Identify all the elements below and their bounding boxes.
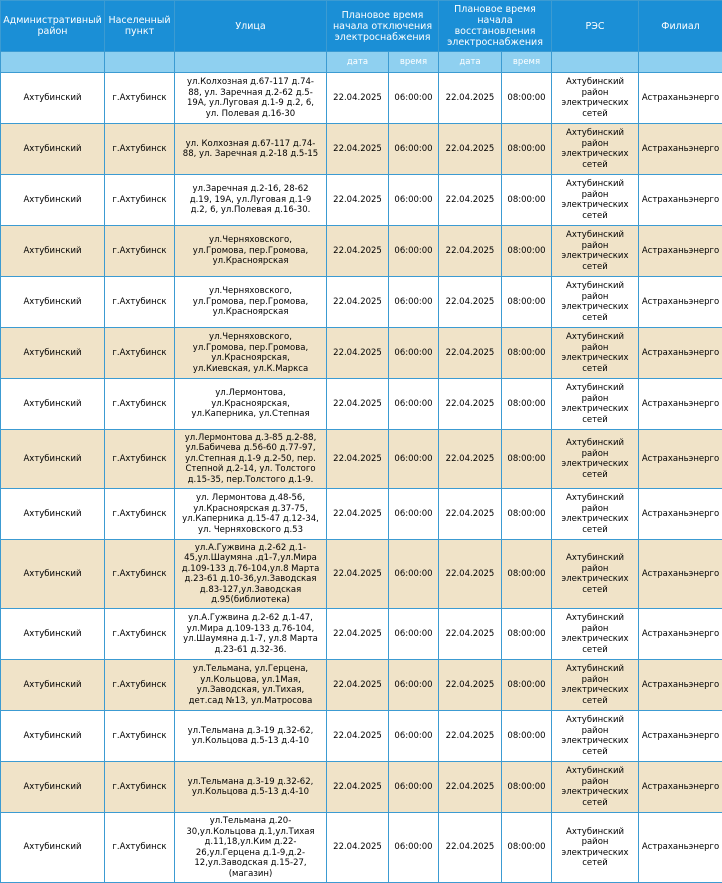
table-row (1, 277, 722, 328)
cell-off-date: 22.04.2025 (327, 277, 389, 328)
col-header-restore-time: Плановое время начала восстановления электроснабжения (439, 1, 552, 52)
subheader-on-date: дата (439, 52, 502, 73)
cell-district: Ахтубинский (1, 540, 105, 609)
cell-branch: Астраханьэнерго (639, 73, 722, 124)
cell-locality: г.Ахтубинск (105, 226, 175, 277)
cell-district: Ахтубинский (1, 711, 105, 762)
cell-res: Ахтубинский район электрических сетей (552, 328, 639, 379)
cell-off-date: 22.04.2025 (327, 609, 389, 660)
col-header-district: Административный район (1, 1, 105, 52)
table-row (1, 762, 722, 813)
cell-street: ул. Лермонтова д.48-56, ул.Красноярская д.37-75, ул.Каперника д.15-47 д.12-34, ул. Черняховского д.53 (175, 489, 327, 540)
cell-locality: г.Ахтубинск (105, 379, 175, 430)
cell-locality: г.Ахтубинск (105, 124, 175, 175)
cell-res: Ахтубинский район электрических сетей (552, 124, 639, 175)
cell-on-time: 08:00:00 (502, 762, 552, 813)
cell-on-date: 22.04.2025 (439, 660, 502, 711)
cell-locality: г.Ахтубинск (105, 660, 175, 711)
table-row (1, 430, 722, 489)
cell-district: Ахтубинский (1, 328, 105, 379)
cell-off-date: 22.04.2025 (327, 762, 389, 813)
cell-street: ул.Тельмана д.3-19 д.32-62, ул.Кольцова д.5-13 д.4-10 (175, 711, 327, 762)
table-row (1, 540, 722, 609)
cell-off-date: 22.04.2025 (327, 379, 389, 430)
cell-district: Ахтубинский (1, 277, 105, 328)
cell-on-date: 22.04.2025 (439, 73, 502, 124)
subheader-empty (1, 52, 105, 73)
cell-off-date: 22.04.2025 (327, 540, 389, 609)
table-row (1, 73, 722, 124)
cell-locality: г.Ахтубинск (105, 175, 175, 226)
cell-off-date: 22.04.2025 (327, 226, 389, 277)
table-header-row (1, 1, 722, 52)
cell-off-date: 22.04.2025 (327, 430, 389, 489)
cell-street: ул. Колхозная д.67-117 д.74-88, ул. Заречная д.2-18 д.5-15 (175, 124, 327, 175)
cell-branch: Астраханьэнерго (639, 609, 722, 660)
cell-off-time: 06:00:00 (389, 489, 439, 540)
cell-off-time: 06:00:00 (389, 609, 439, 660)
cell-on-time: 08:00:00 (502, 328, 552, 379)
cell-on-time: 08:00:00 (502, 660, 552, 711)
cell-locality: г.Ахтубинск (105, 489, 175, 540)
cell-res: Ахтубинский район электрических сетей (552, 540, 639, 609)
cell-on-date: 22.04.2025 (439, 609, 502, 660)
cell-locality: г.Ахтубинск (105, 711, 175, 762)
cell-off-time: 06:00:00 (389, 660, 439, 711)
cell-district: Ахтубинский (1, 609, 105, 660)
cell-street: ул.Тельмана, ул.Герцена, ул.Кольцова, ул.1Мая, ул.Заводская, ул.Тихая, дет.сад №13, ул.Матросова (175, 660, 327, 711)
cell-on-date: 22.04.2025 (439, 540, 502, 609)
cell-branch: Астраханьэнерго (639, 226, 722, 277)
cell-off-time: 06:00:00 (389, 540, 439, 609)
cell-res: Ахтубинский район электрических сетей (552, 609, 639, 660)
cell-locality: г.Ахтубинск (105, 813, 175, 883)
cell-on-time: 08:00:00 (502, 175, 552, 226)
cell-district: Ахтубинский (1, 175, 105, 226)
cell-off-time: 06:00:00 (389, 430, 439, 489)
cell-on-date: 22.04.2025 (439, 430, 502, 489)
cell-branch: Астраханьэнерго (639, 813, 722, 883)
table-row (1, 609, 722, 660)
table-row (1, 328, 722, 379)
table-row (1, 226, 722, 277)
subheader-empty (639, 52, 722, 73)
cell-res: Ахтубинский район электрических сетей (552, 711, 639, 762)
cell-off-date: 22.04.2025 (327, 489, 389, 540)
cell-off-date: 22.04.2025 (327, 813, 389, 883)
cell-on-time: 08:00:00 (502, 379, 552, 430)
table-row (1, 660, 722, 711)
cell-off-date: 22.04.2025 (327, 175, 389, 226)
subheader-empty (175, 52, 327, 73)
table-subheader-row (1, 52, 722, 73)
cell-on-time: 08:00:00 (502, 277, 552, 328)
cell-on-date: 22.04.2025 (439, 328, 502, 379)
cell-street: ул.Колхозная д.67-117 д.74-88, ул. Заречная д.2-62 д.5-19А, ул.Луговая д.1-9 д.2, 6, ул. Полевая д.16-30 (175, 73, 327, 124)
cell-street: ул.А.Гужвина д.2-62 д.1-47, ул.Мира д.109-133 д.76-104, ул.Шаумяна д.1-7, ул.8 Марта д.23-61 д.32-36. (175, 609, 327, 660)
cell-off-time: 06:00:00 (389, 813, 439, 883)
cell-branch: Астраханьэнерго (639, 277, 722, 328)
col-header-street: Улица (175, 1, 327, 52)
subheader-empty (105, 52, 175, 73)
cell-on-date: 22.04.2025 (439, 489, 502, 540)
col-header-off-time: Плановое время начала отключения электроснабжения (327, 1, 439, 52)
cell-res: Ахтубинский район электрических сетей (552, 226, 639, 277)
cell-on-time: 08:00:00 (502, 73, 552, 124)
cell-locality: г.Ахтубинск (105, 762, 175, 813)
cell-on-date: 22.04.2025 (439, 226, 502, 277)
cell-off-time: 06:00:00 (389, 711, 439, 762)
cell-locality: г.Ахтубинск (105, 540, 175, 609)
cell-res: Ахтубинский район электрических сетей (552, 277, 639, 328)
cell-on-date: 22.04.2025 (439, 711, 502, 762)
subheader-empty (552, 52, 639, 73)
cell-on-time: 08:00:00 (502, 489, 552, 540)
cell-street: ул.Лермонтова д.3-85 д.2-88, ул.Бабичева д.56-60 д.77-97, ул.Степная д.1-9 д.2-50, пер. Степной д.2-14, ул. Толстого д.15-35, пер.Толстого д.1-9. (175, 430, 327, 489)
cell-branch: Астраханьэнерго (639, 328, 722, 379)
cell-locality: г.Ахтубинск (105, 277, 175, 328)
cell-off-date: 22.04.2025 (327, 124, 389, 175)
table-row (1, 711, 722, 762)
cell-district: Ахтубинский (1, 813, 105, 883)
cell-on-date: 22.04.2025 (439, 813, 502, 883)
cell-street: ул.Черняховского, ул.Громова, пер.Громова, ул.Красноярская, ул.Киевская, ул.К.Маркса (175, 328, 327, 379)
cell-off-time: 06:00:00 (389, 226, 439, 277)
cell-on-date: 22.04.2025 (439, 175, 502, 226)
cell-street: ул.А.Гужвина д.2-62 д.1-45,ул.Шаумяна .д1-7,ул.Мира д.109-133 д.76-104,ул.8 Марта д.23-61 д.10-36,ул.Заводская д.83-127,ул.Заводская д.95(библиотека) (175, 540, 327, 609)
cell-branch: Астраханьэнерго (639, 540, 722, 609)
cell-on-time: 08:00:00 (502, 430, 552, 489)
cell-on-date: 22.04.2025 (439, 277, 502, 328)
cell-on-time: 08:00:00 (502, 609, 552, 660)
table-row (1, 379, 722, 430)
table-row (1, 124, 722, 175)
cell-branch: Астраханьэнерго (639, 489, 722, 540)
cell-branch: Астраханьэнерго (639, 711, 722, 762)
cell-street: ул.Черняховского, ул.Громова, пер.Громова, ул.Красноярская (175, 226, 327, 277)
subheader-on-time: время (502, 52, 552, 73)
cell-branch: Астраханьэнерго (639, 175, 722, 226)
cell-res: Ахтубинский район электрических сетей (552, 813, 639, 883)
col-header-locality: Населенный пункт (105, 1, 175, 52)
table-row (1, 813, 722, 883)
cell-on-date: 22.04.2025 (439, 379, 502, 430)
table-row (1, 175, 722, 226)
cell-off-time: 06:00:00 (389, 175, 439, 226)
cell-district: Ахтубинский (1, 430, 105, 489)
cell-on-time: 08:00:00 (502, 124, 552, 175)
cell-off-time: 06:00:00 (389, 379, 439, 430)
cell-branch: Астраханьэнерго (639, 124, 722, 175)
cell-street: ул.Тельмана д.3-19 д.32-62, ул.Кольцова д.5-13 д.4-10 (175, 762, 327, 813)
col-header-branch: Филиал (639, 1, 722, 52)
cell-off-time: 06:00:00 (389, 277, 439, 328)
cell-branch: Астраханьэнерго (639, 660, 722, 711)
cell-off-date: 22.04.2025 (327, 73, 389, 124)
cell-off-time: 06:00:00 (389, 328, 439, 379)
cell-off-date: 22.04.2025 (327, 328, 389, 379)
cell-res: Ахтубинский район электрических сетей (552, 430, 639, 489)
cell-res: Ахтубинский район электрических сетей (552, 489, 639, 540)
cell-off-date: 22.04.2025 (327, 660, 389, 711)
cell-branch: Астраханьэнерго (639, 379, 722, 430)
cell-res: Ахтубинский район электрических сетей (552, 73, 639, 124)
cell-res: Ахтубинский район электрических сетей (552, 175, 639, 226)
cell-district: Ахтубинский (1, 489, 105, 540)
cell-locality: г.Ахтубинск (105, 430, 175, 489)
cell-off-date: 22.04.2025 (327, 711, 389, 762)
cell-district: Ахтубинский (1, 73, 105, 124)
cell-on-time: 08:00:00 (502, 226, 552, 277)
cell-district: Ахтубинский (1, 124, 105, 175)
col-header-res: РЭС (552, 1, 639, 52)
cell-branch: Астраханьэнерго (639, 762, 722, 813)
cell-res: Ахтубинский район электрических сетей (552, 762, 639, 813)
table-row (1, 489, 722, 540)
cell-res: Ахтубинский район электрических сетей (552, 660, 639, 711)
cell-res: Ахтубинский район электрических сетей (552, 379, 639, 430)
cell-locality: г.Ахтубинск (105, 328, 175, 379)
cell-branch: Астраханьэнерго (639, 430, 722, 489)
cell-off-time: 06:00:00 (389, 124, 439, 175)
subheader-off-date: дата (327, 52, 389, 73)
cell-off-time: 06:00:00 (389, 73, 439, 124)
cell-on-time: 08:00:00 (502, 711, 552, 762)
cell-street: ул.Тельмана д.20-30,ул.Кольцова д.1,ул.Тихая д.11,18,ул.Ким д.22-26,ул.Герцена д.1-9,д.2-12,ул.Заводская д.15-27,(магазин) (175, 813, 327, 883)
cell-street: ул.Заречная д.2-16, 28-62 д.19, 19А, ул.Луговая д.1-9 д.2, 6, ул.Полевая д.16-30. (175, 175, 327, 226)
cell-on-date: 22.04.2025 (439, 762, 502, 813)
cell-street: ул.Лермонтова, ул.Красноярская, ул.Каперника, ул.Степная (175, 379, 327, 430)
cell-district: Ахтубинский (1, 660, 105, 711)
cell-on-time: 08:00:00 (502, 540, 552, 609)
cell-district: Ахтубинский (1, 226, 105, 277)
cell-street: ул.Черняховского, ул.Громова, пер.Громова, ул.Красноярская (175, 277, 327, 328)
cell-locality: г.Ахтубинск (105, 609, 175, 660)
subheader-off-time: время (389, 52, 439, 73)
cell-locality: г.Ахтубинск (105, 73, 175, 124)
cell-on-time: 08:00:00 (502, 813, 552, 883)
cell-on-date: 22.04.2025 (439, 124, 502, 175)
cell-off-time: 06:00:00 (389, 762, 439, 813)
cell-district: Ахтубинский (1, 762, 105, 813)
cell-district: Ахтубинский (1, 379, 105, 430)
